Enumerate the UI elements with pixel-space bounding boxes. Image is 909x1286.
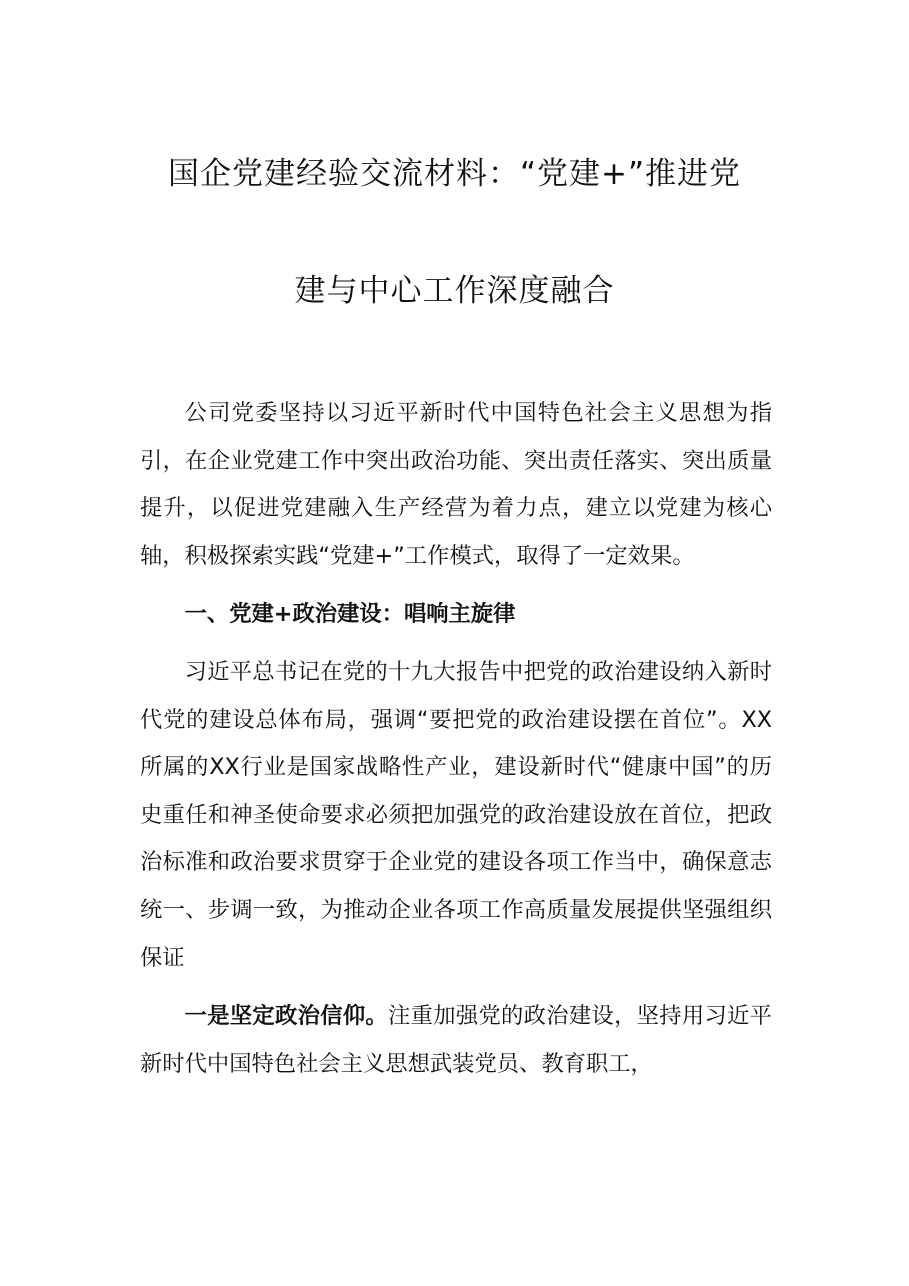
document-title-line-1: 国企党建经验交流材料：“党建+”推进党: [167, 156, 742, 192]
point-1-lead: 一是坚定政治信仰。: [184, 1003, 389, 1030]
point-1-paragraph: [140, 993, 772, 1088]
document-title-line-2: 建与中心工作深度融合: [294, 273, 615, 309]
intro-paragraph: 公司党委坚持以习近平新时代中国特色社会主义思想为指引，在企业党建工作中突出政治功能、突出责任落实、突出质量提升，以促进党建融入生产经营为着力点，建立以党建为核心轴，积极探索实践“党建+”工作模式，取得了一定效果。: [140, 400, 772, 569]
section-1-paragraph: 习近平总书记在党的十九大报告中把党的政治建设纳入新时代党的建设总体布局，强调“要把党的政治建设摆在首位”。XX所属的XX行业是国家战略性产业，建设新时代“健康中国”的历史重任和神圣使命要求必须把加强党的政治建设放在首位，把政治标准和政治要求贯穿于企业党的建设各项工作当中，确保意志统一、步调一致，为推动企业各项工作高质量发展提供坚强组织保证: [140, 658, 772, 971]
document-body: [140, 390, 772, 1099]
point-1-text: 注重加强党的政治建设，坚持用习近平新时代中国特色社会主义思想武装党员、教育职工，: [140, 1003, 772, 1077]
section-heading-1: 一、党建+政治建设：唱响主旋律: [184, 601, 516, 628]
